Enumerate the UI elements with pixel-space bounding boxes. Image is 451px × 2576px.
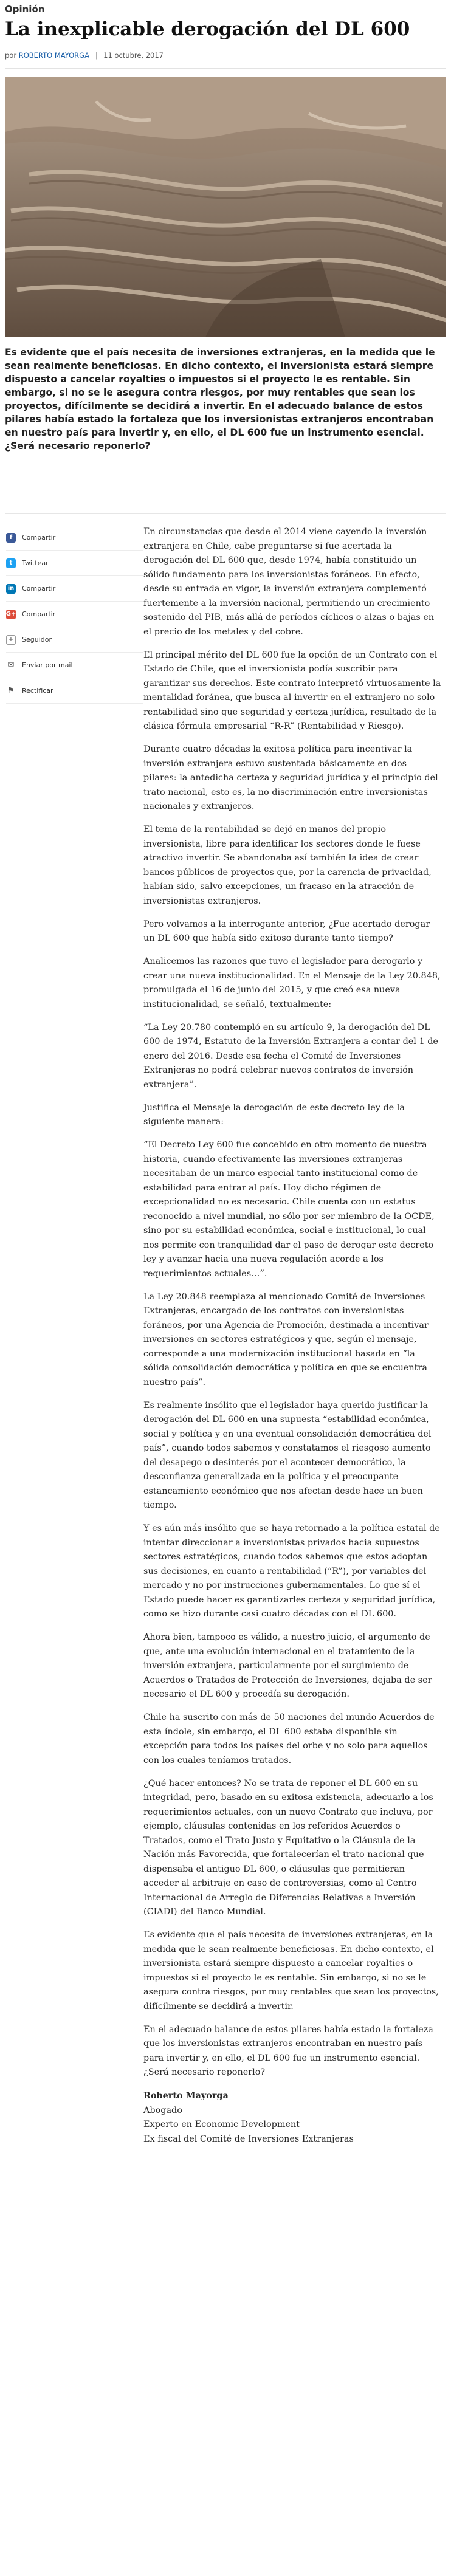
article-paragraph: Justifica el Mensaje la derogación de este decreto ley de la siguiente manera: — [143, 1102, 405, 1127]
share-label: Compartir — [22, 585, 56, 592]
mail-icon: ✉ — [6, 661, 16, 670]
hero-image — [5, 77, 446, 337]
signature-line: Abogado — [143, 2105, 182, 2115]
article-paragraph: “La Ley 20.780 contempló en su artículo 9, la derogación del DL 600 de 1974, Estatuto de la Inversión Extranjera a contar del 1 de enero del 2016. Desde esa fecha el Comité de Inversiones Extranjeras no podrá celebrar nuevos contratos de inversión extranjera”. — [143, 1022, 438, 1090]
follow-button[interactable] — [6, 627, 143, 653]
publish-date: 11 octubre, 2017 — [103, 51, 164, 60]
article-paragraph: Analicemos las razones que tuvo el legislador para derogarlo y crear una nueva institucionalidad. En el Mensaje de la Ley 20.848, promulgada el 16 de junio del 2015, y que creó esa nueva institucionalidad, se señaló, textualmente: — [143, 957, 441, 1009]
article-paragraph: ¿Qué hacer entonces? No se trata de reponer el DL 600 en su integridad, pero, basado en su exitosa existencia, adecuarlo a los requerimientos actuales, con un nuevo Contrato que incluya, por ejemplo, cláusulas contenidas en los referidos Acuerdos o Tratados, como el Trato Justo y Equitativo o la Cláusula de la Nación más Favorecida, que fortalecerían el trato nacional que dispensaba el antiguo DL 600, o cláusulas que permitieran acceder al arbitraje en caso de controversias, como al Centro Internacional de Arreglo de Diferencias Relativas a Inversión (CIADI) del Banco Mundial. — [143, 1778, 433, 1917]
article-paragraph: El tema de la rentabilidad se dejó en manos del propio inversionista, libre para identificar los sectores donde le fuese atractivo invertir. Se abandonaba así también la idea de crear bancos públicos de proyectos que, por la carencia de privacidad, habían sido, salvo excepciones, un fracaso en la atracción de inversionistas extranjeros. — [143, 825, 432, 906]
share-google-plus-button[interactable] — [6, 602, 143, 627]
twitter-icon: t — [6, 558, 16, 568]
article-paragraph: Chile ha suscrito con más de 50 naciones del mundo Acuerdos de esta índole, sin embargo, el DL 600 estaba disponible sin excepción para todos los países del orbe y no solo para aquellos con los cuales teníamos tratados. — [143, 1712, 435, 1765]
share-label: Compartir — [22, 534, 56, 541]
byline — [5, 46, 446, 63]
share-facebook-button[interactable] — [6, 525, 143, 551]
article-paragraph: Es realmente insólito que el legislador haya querido justificar la derogación del DL 600 en una supuesta “estabilidad económica, social y política y en una eventual consolidación democrática del país”, cuando todos sabemos y constatamos el riesgoso aumento del desapego o desinterés por el acontecer democrático, la desconfianza generalizada en la política y el preocupante estancamiento económico que nos afectan desde hace un buen tiempo. — [143, 1400, 432, 1510]
article-body — [143, 525, 442, 2146]
article-lead: Es evidente que el país necesita de inversiones extranjeras, en la medida que le sean realmente beneficiosas. En dicho contexto, el inversionista estará siempre dispuesto a cancelar royalties o impuestos si el proyecto le es rentable. Sin embargo, si no se le asegura contra riesgos, por muy rentables que sean los proyectos, difícilmente se decidirá a invertir. En el adecuado balance de estos pilares había estado la fortaleza que los inversionistas extranjeros encontraban en nuestro país para invertir y, en ello, el DL 600 fue un instrumento esencial. ¿Será necesario reponerlo? — [5, 347, 435, 452]
author-link[interactable]: ROBERTO MAYORGA — [18, 51, 89, 60]
section-label[interactable]: Opinión — [5, 4, 45, 15]
signature-line: Ex fiscal del Comité de Inversiones Extranjeras — [143, 2134, 354, 2144]
linkedin-icon: in — [6, 584, 16, 594]
signature-line: Experto en Economic Development — [143, 2120, 300, 2129]
article-paragraph: Durante cuatro décadas la exitosa política para incentivar la inversión extranjera estuvo sustentada básicamente en dos pilares: la antedicha certeza y seguridad jurídica y el principio del trato nacional, esto es, la no discriminación entre inversionistas nacionales y extranjeros. — [143, 744, 438, 811]
author-signature: Roberto Mayorga — [143, 2090, 229, 2101]
article-paragraph: El principal mérito del DL 600 fue la opción de un Contrato con el Estado de Chile, que el inversionista podía suscribir para garantizar sus derechos. Este contrato interpretó virtuosamente la mentalidad foránea, que busca al invertir en el extranjero no solo rentabilidad sino que seguridad y certeza jurídica, resultado de la clásica fórmula empresarial “R-R” (Rentabilidad y Riesgo). — [143, 650, 441, 731]
follow-icon: + — [6, 635, 16, 645]
article-paragraph: La Ley 20.848 reemplaza al mencionado Comité de Inversiones Extranjeras, encargado de los contratos con inversionistas foráneos, por una Agencia de Promoción, destinada a incentivar inversiones en sectores estratégicos y que, según el mensaje, corresponde a una modernización institucional basada en “la sólida consolidación democrática y política en que se encuentra nuestro país”. — [143, 1291, 429, 1387]
article-paragraph: Ahora bien, tampoco es válido, a nuestro juicio, el argumento de que, ante una evolución internacional en el tratamiento de la inversión extranjera, particularmente por el surgimiento de Acuerdos o Tratados de Protección de Inversiones, dejaba de ser necesario el DL 600 y procedía su derogación. — [143, 1632, 432, 1699]
share-label: Enviar por mail — [22, 661, 73, 669]
lead-divider — [5, 513, 446, 514]
facebook-icon: f — [6, 533, 16, 543]
share-label: Twittear — [22, 559, 49, 567]
open-pit-mine-photo-icon — [5, 77, 446, 337]
share-label: Seguidor — [22, 636, 52, 644]
article-paragraph: “El Decreto Ley 600 fue concebido en otro momento de nuestra historia, cuando efectivamente las inversiones extranjeras necesitaban de un marco especial tanto institucional como de estabilidad para entrar al país. Hoy dicho régimen de excepcionalidad no es necesario. Chile cuenta con un estatus reconocido a nivel mundial, no sólo por ser miembro de la OCDE, sino por su estabilidad económica, social e institucional, lo cual nos permite con tranquilidad dar el paso de derogar este decreto ley y avanzar hacia una nueva regulación acorde a los requerimientos actuales…”. — [143, 1140, 435, 1279]
rectify-button[interactable] — [6, 678, 143, 704]
share-label: Compartir — [22, 610, 56, 618]
share-linkedin-button[interactable] — [6, 576, 143, 602]
byline-divider: | — [95, 51, 98, 60]
google-plus-icon: G+ — [6, 610, 16, 619]
share-label: Rectificar — [22, 687, 53, 695]
share-sidebar — [5, 525, 143, 2146]
flag-icon: ⚑ — [6, 686, 16, 696]
article-paragraph: En circunstancias que desde el 2014 viene cayendo la inversión extranjera en Chile, cabe preguntarse si fue acertada la derogación del DL 600 que, desde 1974, había constituido un sólido fundamento para los inversionistas foráneos. En efecto, desde su entrada en vigor, la inversión extranjera complementó fuertemente a la inversión nacional, permitiendo un crecimiento sostenido del PIB, más allá de períodos cíclicos o alzas o bajas en el precio de los metales y del cobre. — [143, 527, 435, 637]
signature-name — [143, 2089, 442, 2104]
byline-prefix: por — [5, 51, 17, 60]
title-divider — [5, 68, 446, 69]
article-paragraph: Pero volvamos a la interrogante anterior, ¿Fue acertado derogar un DL 600 que había sido exitoso durante tanto tiempo? — [143, 919, 430, 943]
article-paragraph: Es evidente que el país necesita de inversiones extranjeras, en la medida que le sean realmente beneficiosas. En dicho contexto, el inversionista estará siempre dispuesto a cancelar royalties o impuestos si el proyecto le es rentable. Sin embargo, si no se le asegura contra riesgos, por muy rentables que sean los proyectos, difícilmente se decidirá a invertir. — [143, 1930, 439, 2011]
share-twitter-button[interactable] — [6, 551, 143, 576]
share-mail-button[interactable] — [6, 653, 143, 678]
article-paragraph: En el adecuado balance de estos pilares había estado la fortaleza que los inversionistas extranjeros encontraban en nuestro país para invertir y, en ello, el DL 600 fue un instrumento esencial. ¿Será necesario reponerlo? — [143, 2024, 433, 2077]
page-title: La inexplicable derogación del DL 600 — [5, 18, 410, 40]
article-paragraph: Y es aún más insólito que se haya retornado a la política estatal de intentar direccionar a inversionistas privados hacia supuestos sectores estratégicos, cuando todos sabemos que estos adoptan sus decisiones, en cuanto a rentabilidad (“R”), por variables del mercado y no por instrucciones gubernamentales. Lo que sí el Estado puede hacer es garantizarles certeza y seguridad jurídica, como se hizo durante casi cuatro décadas con el DL 600. — [143, 1523, 440, 1619]
